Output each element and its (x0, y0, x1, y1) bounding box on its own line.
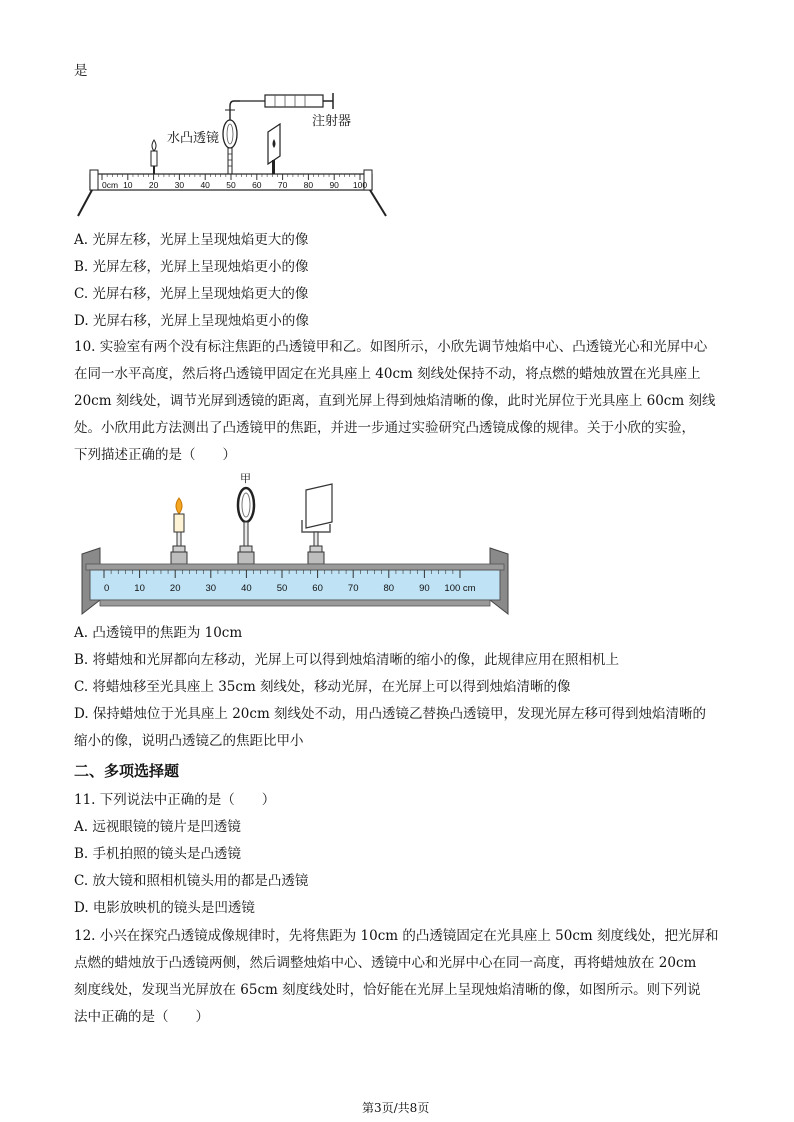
scale-label: 80 (383, 583, 395, 594)
q10-option-c: C. 将蜡烛移至光具座上 35cm 刻线处，移动光屏，在光屏上可以得到烛焰清晰的像 (74, 679, 571, 695)
q10-option-b: B. 将蜡烛和光屏都向左移动，光屏上可以得到烛焰清晰的缩小的像，此规律应用在照相机上 (74, 652, 620, 668)
q12-stem-line-3: 刻度线处，发现当光屏放在 65cm 刻度线处时，恰好能在光屏上呈现烛焰清晰的像，如图所示。则下列说 (74, 982, 701, 998)
q11-option-a: A. 远视眼镜的镜片是凹透镜 (74, 819, 241, 835)
scale-label: 70 (347, 583, 359, 594)
light-screen-icon (268, 124, 280, 174)
q9-figure-optical-bench (70, 84, 400, 224)
scale-label: 60 (312, 583, 323, 594)
q12-stem-line-1: 12. 小兴在探究凸透镜成像规律时，先将焦距为 10cm 的凸透镜固定在光具座上 50cm 刻度线处，把光屏和 (74, 928, 719, 944)
q9-option-a: A. 光屏左移，光屏上呈现烛焰更大的像 (74, 232, 309, 248)
q10-stem-line-2: 在同一水平高度，然后将凸透镜甲固定在光具座上 40cm 刻线处保持不动，将点燃的蜡烛放置在光具座上 (74, 366, 701, 382)
scale-label: 30 (205, 583, 217, 594)
scale-label: 10 (123, 180, 133, 190)
q11-option-c: C. 放大镜和照相机镜头用的都是凸透镜 (74, 873, 309, 889)
q10-option-a: A. 凸透镜甲的焦距为 10cm (74, 625, 243, 641)
scale-label: 30 (174, 180, 185, 190)
convex-lens-jia-icon (238, 488, 254, 564)
scale-label: 60 (252, 180, 262, 190)
q11-option-d: D. 电影放映机的镜头是凹透镜 (74, 900, 255, 916)
q10-stem-line-3: 20cm 刻线处，调节光屏到透镜的距离，直到光屏上得到烛焰清晰的像，此时光屏位于光具座上 60cm 刻线 (74, 393, 716, 409)
q10-figure-optical-bench (70, 470, 520, 620)
scale-label: 90 (329, 180, 339, 190)
scale-label: 40 (241, 583, 252, 594)
candle-icon (151, 140, 157, 174)
water-lens-icon (223, 120, 237, 174)
light-screen-icon (302, 484, 332, 564)
q10-stem-line-1: 10. 实验室有两个没有标注焦距的凸透镜甲和乙。如图所示，小欣先调节烛焰中心、凸透镜光心和光屏中心 (74, 339, 708, 355)
scale-label: 20 (169, 583, 181, 594)
scale-label: 80 (303, 180, 314, 190)
scale-label: 10 (134, 583, 145, 594)
q9-option-d: D. 光屏右移，光屏上呈现烛焰更小的像 (74, 313, 309, 329)
lens-jia-label: 甲 (240, 473, 251, 485)
water-lens-label: 水凸透镜 (167, 130, 220, 145)
scale-label: 50 (226, 180, 236, 190)
q10-stem-line-4: 处。小欣用此方法测出了凸透镜甲的焦距，并进一步通过实验研究凸透镜成像的规律。关于小欣的实验， (74, 420, 695, 436)
q9-option-b: B. 光屏左移，光屏上呈现烛焰更小的像 (74, 259, 309, 275)
scale-label: 50 (276, 583, 288, 594)
q10-option-d-line-2: 缩小的像，说明凸透镜乙的焦距比甲小 (74, 733, 304, 749)
candle-icon (171, 498, 187, 564)
q9-stem-tail: 是 (74, 63, 88, 79)
q12-stem-line-4: 法中正确的是（ ） (74, 1009, 209, 1025)
section-title: 二、多项选择题 (74, 762, 180, 780)
q12-stem-line-2: 点燃的蜡烛放于凸透镜两侧，然后调整烛焰中心、透镜中心和光屏中心在同一高度，再将蜡烛放在 20cm (74, 955, 697, 971)
q10-option-d-line-1: D. 保持蜡烛位于光具座上 20cm 刻线处不动，用凸透镜乙替换凸透镜甲，发现光屏左移可得到烛焰清晰的 (74, 706, 707, 722)
scale-label: 0cm (102, 180, 119, 190)
scale-label: 20 (148, 180, 159, 190)
page-number: 第3页/共8页 (362, 1101, 430, 1115)
q9-option-c: C. 光屏右移，光屏上呈现烛焰更大的像 (74, 286, 309, 302)
scale-label: 40 (200, 180, 210, 190)
scale-label: 100 cm (444, 583, 476, 594)
syringe-label: 注射器 (312, 113, 352, 128)
q11-option-b: B. 手机拍照的镜头是凸透镜 (74, 846, 242, 862)
scale-label: 70 (277, 180, 288, 190)
q10-stem-line-5: 下列描述正确的是（ ） (74, 447, 236, 463)
scale-label: 0 (104, 583, 110, 594)
scale-label: 90 (419, 583, 430, 594)
q11-stem: 11. 下列说法中正确的是（ ） (74, 792, 276, 808)
scale-label: 100 (352, 180, 368, 190)
